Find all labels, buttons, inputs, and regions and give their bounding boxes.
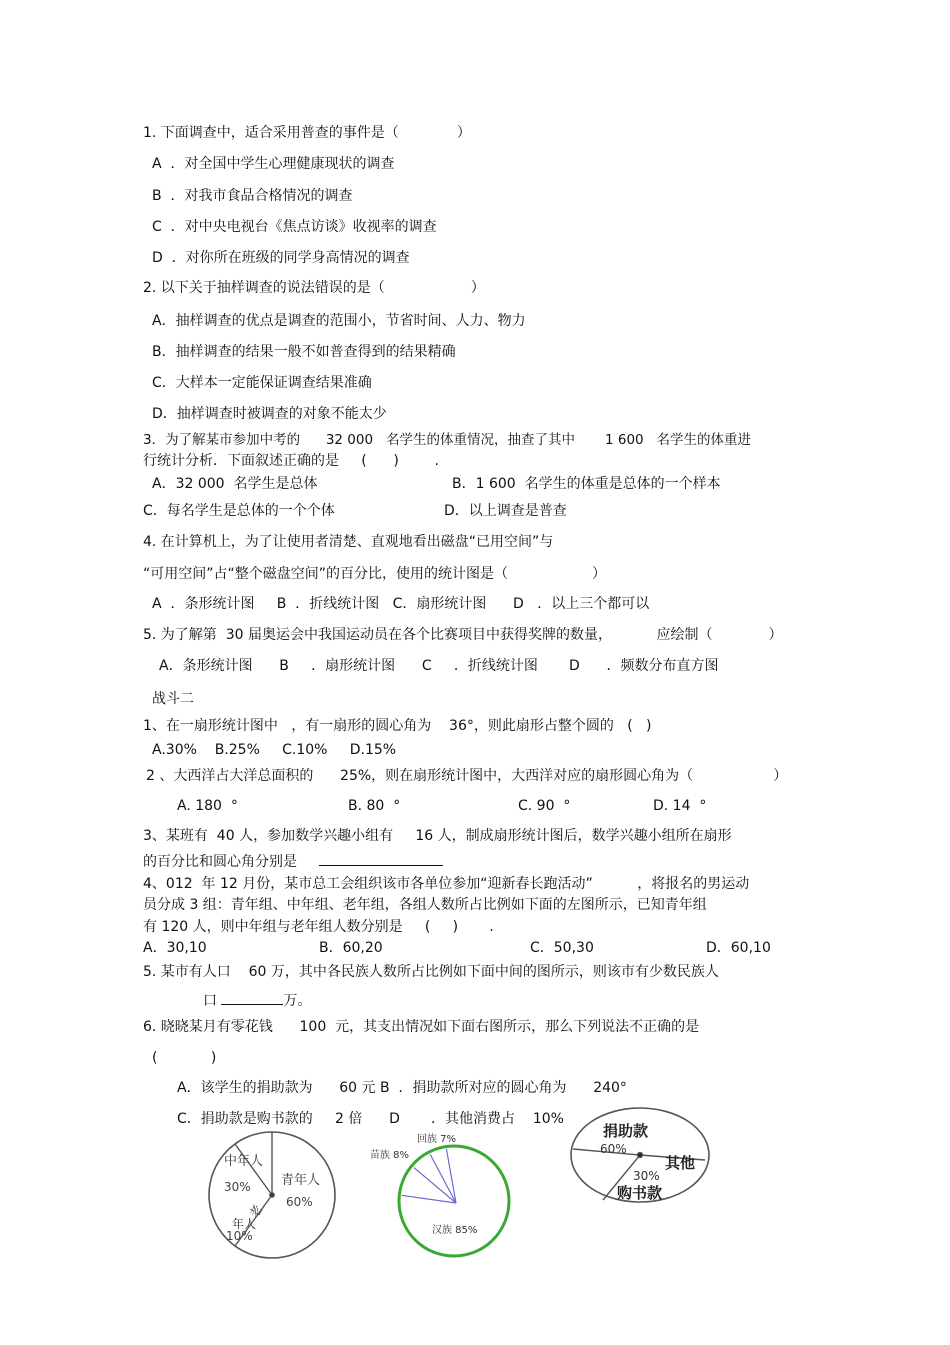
pie-label: 30% — [224, 1180, 251, 1194]
pie-label: 30% — [633, 1169, 660, 1183]
q2-stem — [143, 279, 485, 297]
q2-option-c: C．大样本一定能保证调查结果准确 — [152, 375, 372, 391]
pie-label: 60% — [286, 1195, 313, 1209]
s2q1-options: A.30% B.25% C.10% D.15% — [152, 742, 397, 758]
s2q4-option-a: A．30,10 — [143, 940, 207, 956]
q5-close: ） — [768, 627, 783, 643]
pie-label: 老 — [246, 1202, 266, 1220]
pie-label: 10% — [226, 1229, 253, 1243]
answer-blank[interactable] — [319, 851, 443, 866]
q4-line-2-text: “可用空间”占“整个磁盘空间”的百分比，使用的统计图是（ — [143, 566, 509, 582]
s2q3-line-1: 3、某班有 40 人，参加数学兴趣小组有 16 人，制成扇形统计图后，数学兴趣小组所在扇形 — [143, 828, 732, 844]
s2q2-option-c: C. 90 ° — [518, 798, 571, 814]
q3-line-1: 3．为了解某市参加中考的 32 000 名学生的体重情况，抽查了其中 1 600 名学生的体重进 — [143, 432, 752, 448]
s2q5-line-1: 5. 某市有人口 60 万，其中各民族人数所占比例如下面中间的图所示，则该市有少数民族人 — [143, 964, 719, 980]
s2q2-stem-text: 2 、大西洋占大洋总面积的 25%，则在扇形统计图中，大西洋对应的扇形圆心角为（ — [146, 768, 694, 784]
q1-close: ） — [456, 125, 471, 141]
s2q2-close: ） — [773, 768, 788, 784]
q5-stem-text: 5. 为了解第 30 届奥运会中我国运动员在各个比赛项目中获得奖牌的数量， 应绘制（ — [143, 627, 713, 643]
s2q6-line-1: 6. 晓晓某月有零花钱 100 元，其支出情况如下面右图所示，那么下列说法不正确的是 — [143, 1019, 700, 1035]
q2-option-b: B．抽样调查的结果一般不如普查得到的结果精确 — [152, 344, 456, 360]
ethnic-group-pie-chart — [370, 1128, 515, 1258]
q3-option-c: C．每名学生是总体的一个个体 — [143, 503, 335, 519]
s2q2-stem — [146, 767, 787, 785]
s2q2-option-a: A. 180 ° — [177, 798, 238, 814]
q2-option-a: A．抽样调查的优点是调查的范围小，节省时间、人力、物力 — [152, 313, 526, 329]
pie-label: 汉族 85% — [432, 1225, 478, 1236]
q1-stem-text: 1. 下面调查中，适合采用普查的事件是（ — [143, 125, 399, 141]
section-heading: 战斗二 — [152, 691, 194, 707]
s2q4-line-3: 有 120 人，则中年组与老年组人数分别是 ( ) . — [143, 919, 494, 935]
q2-stem-text: 2. 以下关于抽样调查的说法错误的是（ — [143, 280, 385, 296]
s2q5-line-2 — [203, 990, 311, 1010]
q1-option-d: D ．对你所在班级的同学身高情况的调查 — [152, 250, 410, 266]
pie-label: 青年人 — [281, 1173, 321, 1188]
s2q5-post: 万。 — [283, 993, 312, 1009]
pie-label: 60% — [600, 1142, 627, 1156]
s2q2-option-b: B. 80 ° — [348, 798, 401, 814]
s2q4-line-1: 4、012 年 12 月份，某市总工会组织该市各单位参加“迎新春长跑活动” ，将报名的男运动 — [143, 876, 750, 892]
q2-option-d: D．抽样调查时被调查的对象不能太少 — [152, 406, 387, 422]
q4-close: ） — [592, 566, 607, 582]
pie-label: 回族 7% — [417, 1134, 457, 1145]
s2q4-line-2: 员分成 3 组：青年组、中年组、老年组，各组人数所占比例如下面的左图所示，已知青年组 — [143, 897, 707, 913]
s2q4-option-b: B．60,20 — [319, 940, 383, 956]
s2q3-line-2-text: 的百分比和圆心角分别是 — [143, 854, 297, 870]
q3-line-2: 行统计分析．下面叙述正确的是 ( ) . — [143, 453, 439, 469]
pie-label: 购书款 — [617, 1184, 663, 1202]
answer-blank[interactable] — [221, 990, 283, 1005]
q4-line-1: 4. 在计算机上，为了让使用者清楚、直观地看出磁盘“已用空间”与 — [143, 534, 554, 550]
s2q3-line-2 — [143, 851, 443, 871]
pie-center-dot — [638, 1153, 643, 1158]
q3-option-b: B．1 600 名学生的体重是总体的一个样本 — [452, 476, 721, 492]
q2-close: ） — [470, 280, 485, 296]
age-group-pie-chart — [200, 1130, 345, 1265]
q1-option-c: C ．对中央电视台《焦点访谈》收视率的调查 — [152, 219, 437, 235]
q5-options: A．条形统计图 B ．扇形统计图 C ．折线统计图 D ．频数分布直方图 — [159, 658, 719, 674]
s2q6-options-cd: C．捐助款是购书款的 2 倍 D ．其他消费占 10% — [177, 1111, 564, 1127]
s2q6-options-ab: A．该学生的捐助款为 60 元 B ．捐助款所对应的圆心角为 240° — [177, 1080, 627, 1096]
q5-stem — [143, 626, 782, 644]
pie-label: 苗族 8% — [370, 1150, 410, 1161]
q1-option-b: B ．对我市食品合格情况的调查 — [152, 188, 353, 204]
q4-options: A ．条形统计图 B ．折线统计图 C．扇形统计图 D ．以上三个都可以 — [152, 596, 650, 612]
pie-label: 年人 — [232, 1217, 257, 1231]
s2q4-option-d: D．60,10 — [706, 940, 771, 956]
pie-label: 其他 — [665, 1154, 696, 1172]
s2q4-option-c: C．50,30 — [530, 940, 594, 956]
s2q2-option-d: D. 14 ° — [653, 798, 707, 814]
s2q1-stem: 1、在一扇形统计图中 ，有一扇形的圆心角为 36°，则此扇形占整个圆的 ( ) — [143, 718, 652, 734]
q1-option-a: A ．对全国中学生心理健康现状的调查 — [152, 156, 395, 172]
s2q5-pre: 口 — [203, 993, 222, 1009]
q1-stem — [143, 124, 471, 142]
pie-label: 捐助款 — [603, 1122, 649, 1140]
q4-line-2 — [143, 565, 606, 583]
s2q6-paren: ( ) — [152, 1050, 217, 1066]
q3-option-d: D．以上调查是普查 — [444, 503, 567, 519]
q3-option-a: A．32 000 名学生是总体 — [152, 476, 318, 492]
pie-label: 中年人 — [224, 1154, 264, 1169]
pie-center-dot — [270, 1193, 274, 1197]
spending-pie-chart — [565, 1105, 715, 1205]
